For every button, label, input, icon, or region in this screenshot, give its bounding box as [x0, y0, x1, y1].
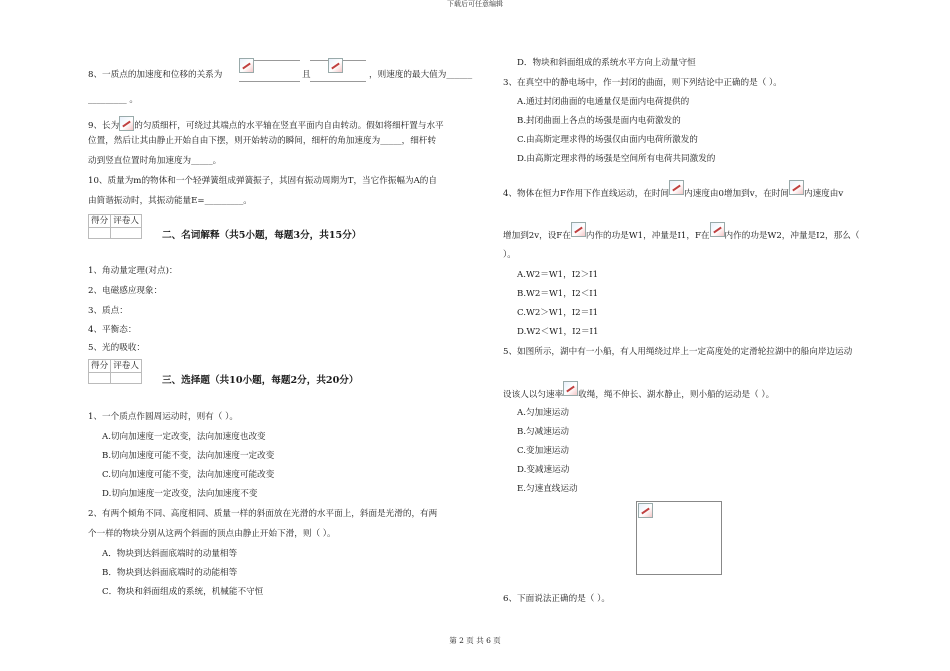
q10-line-2: 由简谐振动时，其振动能量E=_________。 [88, 196, 252, 206]
option-b: B.封闭曲面上各点的场强是面内电荷激发的 [517, 116, 681, 126]
score-table [88, 214, 142, 239]
score-label: 得分 [89, 360, 111, 373]
option-e: E.匀速直线运动 [517, 484, 578, 494]
broken-image-icon [638, 503, 653, 518]
q9-line-2: 位置，然后让其由静止开始自由下摆，则开始转动的瞬间，细杆的角加速度为_____，细杆转 [88, 136, 437, 146]
q8-text-c: ，则速度的最大值为______ [369, 70, 473, 80]
broken-image-icon [710, 222, 725, 237]
mc4-text-d: 增加到2v，设F在 [503, 231, 571, 241]
page-header: 下载后可任意编辑 [447, 0, 503, 8]
term-item: 5、光的吸收： [88, 343, 146, 353]
question-10: 10、质量为m的物体和一个轻弹簧组成弹簧振子，其固有振动周期为T，当它作振幅为A的自 [88, 176, 437, 186]
option-a: A.W2＝W1，I2＞I1 [517, 270, 599, 280]
q8-text-b: 且 [302, 70, 311, 80]
grader-label: 评卷人 [111, 360, 142, 373]
mc4-line-2 [503, 222, 859, 241]
option-d: D.变减速运动 [517, 465, 570, 475]
section-3-title: 三、选择题（共10小题，每题2分，共20分） [162, 375, 359, 386]
score-label: 得分 [89, 215, 111, 228]
mc-question-5: 5、如图所示，湖中有一小船，有人用绳绕过岸上一定高度处的定滑轮拉湖中的船向岸边运动 [503, 347, 853, 357]
mc-question-3: 3、在真空中的静电场中，作一封闭的曲面，则下列结论中正确的是（ ）。 [503, 78, 782, 88]
mc-question-6: 6、下面说法正确的是（ ）。 [503, 594, 611, 604]
mc5-line-2 [503, 381, 774, 400]
mc4-text-f: 内作的功是W2，冲量是I2，那么（ [724, 231, 860, 241]
q9-line-3: 动到竖直位置时角加速度为_____。 [88, 156, 222, 166]
q8-continuation: _________ 。 [88, 95, 138, 105]
option-c: C.W2＞W1，I2＝I1 [517, 308, 599, 318]
broken-image-icon [563, 381, 578, 396]
option-b: B.匀减速运动 [517, 427, 570, 437]
option-a: A.匀加速运动 [517, 408, 569, 418]
grader-label: 评卷人 [111, 215, 142, 228]
broken-image-icon [328, 58, 343, 73]
broken-image-icon [789, 180, 804, 195]
option-b: B.W2＝W1，I2＜I1 [517, 289, 599, 299]
mc-question-1: 1、一个质点作圆周运动时，则有（ ）。 [88, 412, 238, 422]
score-table [88, 359, 142, 384]
mc5-text-a: 设该人以匀速率 [503, 390, 564, 400]
term-item: 4、平衡态： [88, 325, 137, 335]
mc4-text-b: 内速度由0增加到v，在时间 [684, 189, 789, 199]
question-8 [88, 70, 222, 80]
page-footer: 第 2 页 共 6 页 [449, 636, 501, 645]
option-a: A．物块到达斜面底端时的动量相等 [102, 549, 238, 559]
option-d: D.切向加速度一定改变，法向加速度不变 [102, 489, 258, 499]
mc4-text-c: 内速度由v [803, 189, 844, 199]
option-a: A.切向加速度一定改变，法向加速度也改变 [102, 432, 266, 442]
term-item: 3、质点： [88, 306, 128, 316]
option-b: B.切向加速度可能不变，法向加速度一定改变 [102, 451, 275, 461]
term-item: 1、角动量定理(对点)： [88, 266, 178, 276]
q9-text-b: 的匀质细杆，可绕过其端点的水平轴在竖直平面内自由转动。假如将细杆置与水平 [134, 121, 444, 131]
option-c: C.变加速运动 [517, 446, 569, 456]
question-9 [88, 116, 444, 131]
broken-image-icon [669, 180, 684, 195]
mc-question-2: 2、有两个倾角不同、高度相同、质量一样的斜面放在光滑的水平面上，斜面是光滑的，有两 [88, 509, 438, 519]
option-b: B．物块到达斜面底端时的动能相等 [102, 568, 238, 578]
option-c: C.切向加速度可能不变，法向加速度可能改变 [102, 470, 275, 480]
mc2-line-2: 个一样的物块分别从这两个斜面的顶点由静止开始下滑，则（ ）。 [88, 529, 336, 539]
option-c: C.由高斯定理求得的场强仅由面内电荷所激发的 [517, 135, 698, 145]
broken-image-icon [119, 116, 134, 131]
broken-image-icon [571, 222, 586, 237]
mc4-text-e: 内作的功是W1，冲量是I1，F在 [585, 231, 710, 241]
q8-text-a: 8、一质点的加速度和位移的关系为 [88, 70, 223, 80]
option-d: D.由高斯定理求得的场强是空间所有电荷共同激发的 [517, 154, 716, 164]
mc5-text-b: 收绳，绳不伸长、湖水静止，则小船的运动是（ ）。 [578, 390, 775, 400]
mc-question-4 [503, 180, 843, 199]
q9-text-a: 9、长为 [88, 121, 120, 131]
option-d: D.W2＜W1，I2＝I1 [517, 327, 599, 337]
option-c: C．物块和斜面组成的系统，机械能不守恒 [102, 587, 264, 597]
figure-image [636, 501, 722, 575]
mc4-line-3: ）。 [503, 250, 516, 260]
term-item: 2、电磁感应现象： [88, 286, 163, 296]
section-2-title: 二、名词解释（共5小题，每题3分，共15分） [162, 230, 362, 241]
mc4-text-a: 4、物体在恒力F作用下作直线运动，在时间 [503, 189, 670, 199]
option-d: D．物块和斜面组成的系统水平方向上动量守恒 [517, 58, 696, 68]
broken-image-icon [239, 58, 254, 73]
option-a: A.通过封闭曲面的电通量仅是面内电荷提供的 [517, 97, 690, 107]
